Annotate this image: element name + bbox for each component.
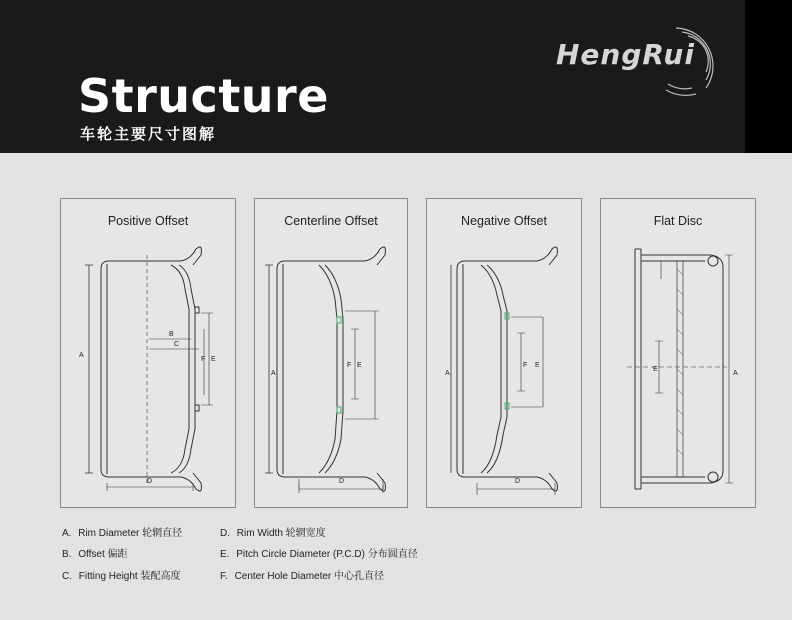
dim-label-c: C <box>174 341 180 348</box>
legend-text: Center Hole Diameter 中心孔直径 <box>234 571 385 582</box>
legend-item-a <box>62 524 186 539</box>
dim-label-b: B <box>169 331 174 338</box>
dim-label-d: D <box>147 478 153 485</box>
legend-letter: F. <box>220 571 228 582</box>
legend-text: Offset 偏距 <box>78 549 128 560</box>
dim-label-d: D <box>515 478 521 485</box>
legend-text: Rim Width 轮辋宽度 <box>236 528 326 539</box>
dim-label-e: E <box>211 356 216 363</box>
panel-negative-offset <box>426 198 582 508</box>
dim-label-a: A <box>445 370 450 377</box>
dim-label-a: A <box>733 370 738 377</box>
dim-label-f: F <box>201 356 206 363</box>
wheel-diagram <box>61 199 237 509</box>
legend-item-d <box>220 524 330 539</box>
legend-letter: A. <box>62 528 72 539</box>
logo-text: HengRui <box>556 38 695 71</box>
panel-positive-offset <box>60 198 236 508</box>
legend-item-f <box>220 567 388 582</box>
panel-title: Negative Offset <box>461 214 547 228</box>
dim-label-f: F <box>347 362 352 369</box>
legend-letter: B. <box>62 549 72 560</box>
wheel-diagram <box>601 199 757 509</box>
legend-text: Rim Diameter 轮辋直径 <box>78 528 183 539</box>
legend-item-b <box>62 545 132 560</box>
legend-letter: C. <box>62 571 72 582</box>
page-subtitle: 车轮主要尺寸图解 <box>80 126 217 143</box>
panel-title: Flat Disc <box>653 214 703 228</box>
legend-item-e <box>220 545 422 560</box>
dim-label-f: F <box>523 362 528 369</box>
legend-item-c <box>62 567 184 582</box>
legend-text: Fitting Height 装配高度 <box>78 571 181 582</box>
header-black-strip <box>745 0 792 153</box>
page-title: Structure <box>78 69 329 123</box>
panel-centerline-offset <box>254 198 408 508</box>
dim-label-e: E <box>357 362 362 369</box>
panel-title: Positive Offset <box>107 214 189 228</box>
wheel-diagram <box>427 199 583 509</box>
panel-flat-disc <box>600 198 756 508</box>
legend-text: Pitch Circle Diameter (P.C.D) 分布圆直径 <box>236 549 418 560</box>
dim-label-d: D <box>339 478 345 485</box>
panel-title: Centerline Offset <box>284 214 378 228</box>
legend-letter: D. <box>220 528 230 539</box>
wheel-diagram <box>255 199 409 509</box>
dim-label-e: E <box>653 366 658 373</box>
legend-letter: E. <box>220 549 230 560</box>
dim-label-a: A <box>271 370 276 377</box>
dim-label-a: A <box>79 352 84 359</box>
dim-label-e: E <box>535 362 540 369</box>
brand-logo <box>556 18 736 98</box>
